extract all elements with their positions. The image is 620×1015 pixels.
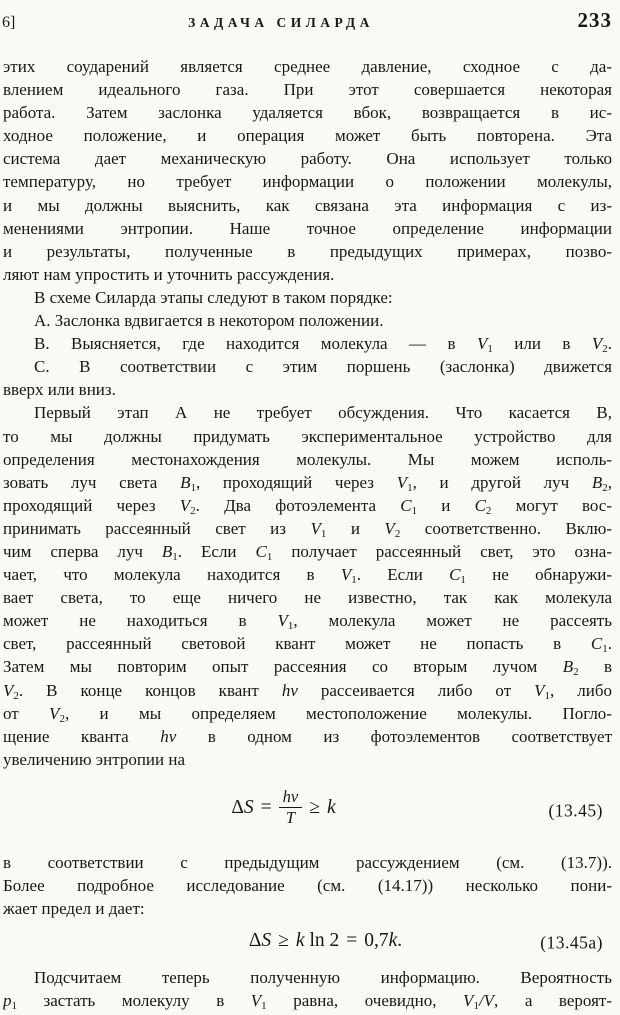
math-variable: V (534, 680, 545, 700)
math-variable: V (476, 334, 488, 354)
text-run: принимать рассеянный свет из (3, 518, 311, 538)
ln-term: ln 2 (309, 930, 340, 952)
page-number: 233 (577, 8, 612, 32)
subscript: 2 (13, 689, 19, 702)
text-run: увеличению энтропии на (3, 749, 186, 769)
text-line (3, 147, 612, 170)
text-run: и (326, 518, 385, 538)
text-run: , а вероят- (494, 991, 612, 1011)
text-line (3, 355, 612, 378)
math-variable: V (396, 472, 408, 492)
text-line (3, 494, 612, 517)
subscript: 1 (190, 481, 196, 494)
text-run: ходное положение, и операция может быть повторена. Эта (3, 126, 612, 146)
equation-number: (13.45a) (540, 932, 603, 953)
equals-sign: = (260, 796, 272, 818)
text-line (3, 332, 612, 355)
geq-sign: ≥ (309, 796, 320, 818)
math-variable: C (400, 495, 412, 515)
equation-number: (13.45) (548, 800, 603, 821)
equals-sign: = (346, 930, 358, 952)
math-variable: V (310, 518, 321, 538)
math-variable: B (161, 541, 173, 561)
fraction-denominator: T (285, 808, 296, 828)
math-variable: V (49, 703, 60, 723)
subscript: 1 (266, 550, 273, 563)
math-variable: C (590, 634, 603, 654)
boltzmann-constant: k (326, 796, 336, 818)
text-line (3, 540, 612, 563)
delta-symbol: Δ (231, 796, 244, 818)
equation-body (231, 788, 335, 828)
text-run: этих соударений является среднее давление, сходное с да- (3, 57, 612, 76)
text-line (3, 217, 612, 240)
boltzmann-constant: k (295, 930, 305, 952)
math-variable: hν (160, 726, 177, 746)
page-header (0, 0, 620, 33)
text-line (3, 378, 612, 401)
text-run: . (607, 634, 612, 654)
text-run: . Если (356, 565, 450, 585)
text-line (3, 851, 612, 874)
text-line (3, 586, 612, 609)
text-line (3, 78, 612, 101)
subscript: 1 (320, 527, 327, 540)
text-line (3, 517, 612, 540)
text-run: . Два фотоэлемента (195, 495, 401, 515)
math-variable: p (3, 991, 12, 1011)
text-line (3, 101, 612, 124)
text-run: и результаты, полученные в предыдущих примерах, позво- (3, 241, 612, 261)
text-run: менениями энтропии. Наше точное определение информации (3, 218, 612, 238)
text-run: равна, очевидно, (266, 991, 464, 1011)
subscript: 1 (602, 643, 608, 656)
text-line (3, 240, 612, 263)
text-run: или в (492, 334, 592, 354)
text-run: А. Заслонка вдвигается в некотором положении. (34, 311, 384, 331)
subscript: 1 (407, 481, 413, 494)
text-line (3, 874, 612, 897)
math-variable: B (180, 472, 191, 492)
subscript: 1 (473, 1000, 479, 1013)
text-line (3, 725, 612, 748)
text-run: Первый этап А не требует обсуждения. Что касается В, (34, 403, 612, 423)
math-variable: V (463, 991, 474, 1011)
text-run: определения местонахождения молекулы. Мы можем исполь- (3, 449, 612, 469)
paragraph-block-3 (3, 966, 612, 1012)
text-run: в соответствии с предыдущим рассуждением (см. (13.7)). (3, 852, 612, 872)
text-run: , (607, 472, 612, 492)
text-line (3, 609, 612, 632)
text-run: С. В соответствии с этим поршень (заслонка) движется (34, 357, 612, 377)
text-run: В. Выясняется, где находится молекула — в (34, 334, 477, 354)
delta-symbol: Δ (248, 930, 262, 952)
text-run: вверх или вниз. (3, 380, 116, 400)
text-run: в одном из фотоэлементов соответствует (176, 726, 612, 746)
text-run: и (417, 495, 475, 515)
text-run: влением идеального газа. При этот совершается некоторая (3, 80, 612, 100)
text-run: температуру, но требует информации о положении молекулы, (3, 172, 612, 192)
text-run: вает света, то еще ничего не известно, так как молекула (3, 588, 612, 608)
text-run: чим сперва луч (3, 541, 162, 561)
section-marker: 6] (2, 14, 16, 31)
subscript: 2 (602, 343, 608, 356)
text-line (3, 309, 612, 332)
text-line (3, 448, 612, 471)
text-run: в (578, 657, 612, 677)
text-line (3, 989, 612, 1012)
paragraph-block-1 (3, 55, 612, 771)
math-variable: V (591, 334, 603, 354)
text-run: от (3, 703, 50, 723)
text-line (3, 425, 612, 448)
subscript: 1 (351, 574, 357, 587)
text-run: . Если (177, 541, 256, 561)
math-variable: V (3, 680, 14, 700)
text-run: рассеивается либо от (297, 680, 535, 700)
text-run: работа. Затем заслонка удаляется вбок, возвращается в ис- (3, 103, 612, 123)
text-run: застать молекулу в (17, 991, 251, 1011)
text-line (3, 655, 612, 678)
text-line (3, 170, 612, 193)
text-line (3, 966, 612, 989)
text-run: может не находиться в (3, 611, 278, 631)
fraction (279, 788, 303, 828)
text-line (3, 563, 612, 586)
text-run: и мы должны выяснить, как связана эта информация с из- (3, 195, 612, 215)
coefficient: 0,7 (364, 930, 389, 952)
subscript: 1 (11, 1000, 17, 1013)
period: . (397, 930, 403, 952)
equation-13-45 (3, 771, 612, 851)
text-line (3, 194, 612, 217)
text-line (3, 679, 612, 702)
entropy-symbol: S (261, 930, 272, 952)
text-line (3, 897, 612, 920)
text-run: проходящий через (3, 495, 180, 515)
fraction-numerator: hν (279, 788, 303, 808)
text-run: свет, рассеянный световой квант может не попасть в (3, 634, 591, 654)
text-run: получает рассеянный свет, это озна- (272, 541, 612, 561)
boltzmann-constant: k (388, 930, 398, 952)
text-run: Подсчитаем теперь полученную информацию. Вероятность (34, 968, 612, 988)
text-run: , проходящий через (195, 472, 397, 492)
text-run: чает, что молекула находится в (3, 565, 341, 585)
running-title: ЗАДАЧА СИЛАРДА (188, 15, 374, 30)
text-run: . (607, 334, 612, 354)
subscript: 2 (394, 527, 401, 540)
math-variable: V (384, 518, 395, 538)
math-variable: /V (478, 991, 495, 1011)
math-variable: C (255, 541, 267, 561)
text-run: , и другой луч (412, 472, 592, 492)
text-line (3, 401, 612, 424)
text-line (3, 748, 612, 771)
text-column (0, 55, 620, 1012)
math-variable: C (474, 495, 486, 515)
text-line (3, 702, 612, 725)
text-run: Более подробное исследование (см. (14.17)) несколько пони- (3, 875, 612, 895)
text-run: соответственно. Вклю- (400, 518, 612, 538)
subscript: 2 (59, 712, 65, 725)
text-run: , либо (550, 680, 612, 700)
math-variable: V (340, 565, 352, 585)
math-variable: V (277, 611, 288, 631)
math-variable: C (449, 565, 461, 585)
paragraph-block-2 (3, 851, 612, 920)
subscript: 2 (485, 504, 492, 517)
math-variable: B (591, 472, 603, 492)
text-run: , молекула может не рассеять (293, 611, 612, 631)
text-line (3, 263, 612, 286)
subscript: 1 (411, 504, 418, 517)
text-line (3, 55, 612, 78)
text-line (3, 471, 612, 494)
text-run: В схеме Силарда этапы следуют в таком порядке: (34, 287, 393, 307)
text-line (3, 286, 612, 309)
subscript: 2 (573, 666, 579, 679)
equation-13-45a (3, 920, 612, 966)
math-variable: hν (281, 680, 298, 700)
text-run: могут вос- (491, 495, 612, 515)
text-line (3, 124, 612, 147)
subscript: 1 (460, 574, 466, 587)
math-variable: V (250, 991, 262, 1011)
subscript: 1 (544, 689, 551, 702)
subscript: 2 (190, 504, 196, 517)
text-run: , и мы определяем местоположение молекулы. Погло- (64, 703, 612, 723)
text-run: то мы должны придумать экспериментальное устройство для (3, 426, 612, 446)
equation-body (249, 930, 402, 952)
subscript: 1 (487, 343, 493, 356)
geq-sign: ≥ (278, 930, 289, 952)
text-run: Затем мы повторим опыт рассеяния со вторым лучом (3, 657, 563, 677)
text-run: ляют нам упростить и уточнить рассуждения. (3, 264, 335, 284)
entropy-symbol: S (243, 796, 254, 818)
subscript: 1 (261, 1000, 267, 1013)
text-line (3, 632, 612, 655)
math-variable: B (562, 657, 574, 677)
subscript: 1 (287, 620, 294, 633)
text-run: не обнаружи- (465, 565, 612, 585)
subscript: 1 (172, 550, 178, 563)
math-variable: V (179, 495, 191, 515)
text-run: система дает механическую работу. Она использует только (3, 149, 612, 169)
subscript: 2 (602, 481, 608, 494)
text-run: зовать луч света (3, 472, 181, 492)
text-run: щение кванта (3, 726, 161, 746)
text-run: жает предел и дает: (3, 899, 145, 919)
text-run: . В конце концов квант (18, 680, 282, 700)
